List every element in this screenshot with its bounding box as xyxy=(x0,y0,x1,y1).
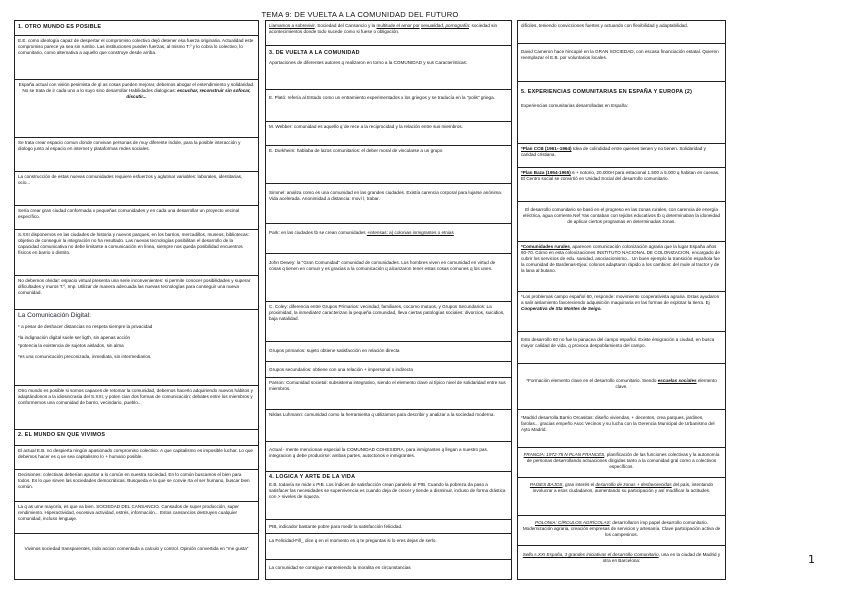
paragraph xyxy=(521,244,722,274)
text-cell xyxy=(265,224,512,254)
paragraph: La Felicidad-Fill_ dice q en el momento en q te preguntas si lo eres dejas de serlo. xyxy=(269,538,437,543)
paragraph: Sería crear gran ciudad conformada x pequeñas comunidades y en cada una desarrollar un proyecto vecinal específico. xyxy=(18,208,240,219)
paragraph: S.XXI disponemos en las ciudades de historia y nuevos parques, en los barrios, mercadillos, museos, bibliotecas: objetivo de conseguir la integración no ha resultado. Las nuevas tecnologías posibilitan el desarrollo de la capacidad comunicativa no debe limitarse a comunicación en línea, siempre nos queda posibilidad encuentros físicos en barrio o distrito. xyxy=(18,232,250,255)
text-cell xyxy=(265,560,512,580)
paragraph: La construcción de estas nuevas comunidades requiere esfuerzos y aglutinar variables: laborales, identitarias, ocio... xyxy=(18,174,243,185)
paragraph: Grupos secundarios: obtiene con una relación + impersonal o indirecta xyxy=(269,367,413,372)
text: , gran interés el xyxy=(562,482,596,487)
text-cell xyxy=(14,446,259,470)
section-heading: 3. DE VUELTA A LA COMUNIDAD xyxy=(269,50,360,56)
paragraph: M. Webber: comunidad es aquello q´de rece a la reciprocidad y la relación entre sus miembros. xyxy=(269,124,463,129)
paragraph xyxy=(521,452,722,470)
column-1 xyxy=(14,20,259,580)
text: elemento clave. xyxy=(615,378,717,389)
text-cell xyxy=(14,172,259,206)
text-cell xyxy=(517,242,726,292)
subheading: La Comunicación Digital: xyxy=(18,312,91,319)
text: : desarrollaron imp papel desarrollo comunitario. Modernización agraria, creación empresas de servicios y artesanía. Clave participación activa de los campesinos. xyxy=(522,520,721,537)
text-cell xyxy=(265,342,512,362)
text: . Sociedad del Cansancio y la xyxy=(314,23,377,28)
text-cell xyxy=(14,36,259,80)
paragraph-text: España actual con visión pesimista de ql as cosas pueden mejorar, debemos abogar el entendimiento y solidaridad. No se trata de ir cada uno a lo suyo sino desarrollar Habilidades dialogicas: xyxy=(18,82,255,93)
text-emphasis: Cooperativa de Sta Montes de Seigo. xyxy=(521,306,602,311)
paragraph xyxy=(521,146,722,158)
text-cell xyxy=(14,276,259,310)
text-cell xyxy=(265,302,512,342)
text-cell xyxy=(14,386,259,430)
text-cell xyxy=(265,362,512,378)
section-2-heading-cell xyxy=(14,430,259,446)
paragraph: Decisiones: colectivas deberían apuntar a lo común en nuestra sociedad. En lo común buscamos el bien para todos. Es lo que sirven las sociedades democráticas. Busqueda e la que se convie rta el ser humano, buscar bien común. xyxy=(18,472,250,489)
text-cell xyxy=(517,202,726,242)
paragraph: David Cameron hace hincapié en la GRAN SOCIEDAD, con escasa financiación estatal. Quieren reemplazar el E.B. por voluntarios locales. xyxy=(521,49,719,60)
paragraph: Parson: Comunidad societal: subsistema integrativo, siendo el elemento clave al típico nivel de solidaridad entre sus miembros. xyxy=(269,380,506,391)
text-cell xyxy=(265,254,512,302)
text-cell xyxy=(517,478,726,516)
text-underlined: *Plan CCB (1961--1964) xyxy=(521,146,572,151)
text-underlined: +intensas: a) colonias inmigrantes o etnias xyxy=(366,230,454,235)
text-cell xyxy=(265,122,512,146)
document-title: TEMA 9: DE VUELTA A LA COMUNIDAD DEL FUTURO xyxy=(261,10,459,19)
text-cell xyxy=(14,470,259,502)
column-2 xyxy=(265,20,512,580)
paragraph: *Madrid desarrolla Barrio Orcasitas: diseño viviendas, + decentes, crea parques, jardines, farolas... gracias empeño Asoc Vecinos y su lucha con la Gerencia Municipal de Urbanismo del Ayto Madrid. xyxy=(521,415,715,432)
paragraph: Niklas Luhmann: comunidad como la herramienta q utilizamos para describir y analizar a la sociedad moderna. xyxy=(269,412,495,417)
paragraph: Experiencias comunitarias desarrolladas en España: xyxy=(521,103,628,108)
section-heading: 1. OTRO MUNDO ES POSIBLE xyxy=(18,24,102,30)
list-item: *potencia la existencia de sujetos aislados, sin alma xyxy=(18,343,124,348)
text-cell xyxy=(14,502,259,534)
text-cell xyxy=(517,546,726,580)
paragraph: El actual E.B. no despierta ningún apasionado compromiso colectivo. A que capitalismo es imposible luchar. Lo que debemos hacer es q ue sea capitalismo lo + humano posible. xyxy=(18,448,253,459)
text-cell xyxy=(14,534,259,580)
paragraph: E. Plató: refería al Estado como un entramiento experimentados x los griegos y se traducía en la "polis" griega. xyxy=(269,95,495,100)
paragraph: La q as ume mayoría, es que va bien. SOCIEDAD DEL CANSANCIO. Cansados de super producción, super rendimiento. Hiperactividad, excesiva actividad, estrés, información... Estos cansancios destruyen cualquier comunidad, incluso lenguaje. xyxy=(18,504,239,521)
text: Park: en las ciudades tb se crean comunidades xyxy=(269,230,367,235)
section-heading: 4. LOGICA Y ARTE DE LA VIDA xyxy=(269,474,356,480)
list-item: *es una comunicación preconizada, inmediata, sin intermediarios. xyxy=(18,354,152,359)
paragraph: John Dewey: la "Gran Comunidad" comunidad de comunidades. Los hombres viven en comunidad en virtud de cosas q tienen en comun y es gracias a la comunicación q alcanzaron tener estas cosas comunes q los unen. xyxy=(269,260,496,271)
paragraph xyxy=(521,482,722,494)
text-underlined: multitude el amor por xyxy=(376,23,420,28)
text-emphasis: Sello s.XXI España, 3 grandes iniciativas el desarrollo Comunitario xyxy=(522,552,659,557)
paragraph: La comunidad se consigue manteniendo la moralita en circunstancias xyxy=(269,565,411,570)
paragraph: E. Durkheim: hablaba de lazos comunitarios: el deber moral de vincularse a un grupo xyxy=(269,148,443,153)
paragraph: difíciles, teniendo convicciones fuertes y actuando con flexibilidad y adaptabilidad. xyxy=(521,23,689,28)
text: Idea de colindidad entre quienes tienen y no tienen. Solidaridad y caridad cristiana. xyxy=(521,146,706,157)
text: 6 + notorio, 20.000H para estacional 1.500 a 5.000 q habitan en cuevas. El Centro social se convirtió en Unidad Social del desarrollo comunitario. xyxy=(521,170,720,181)
paragraph: No debemos olvidar: espacio virtual presenta una serie inconvenientes: si permite conocer posibilidades y superar dificultades y muros T.º, Imp. Utilizar de manera adecuada las nuevas tecnologías para conseguir una nueva comunidad. xyxy=(18,278,251,295)
text: : sociedad sin acontecimientos donde todo sucede como si fuese o obligación. xyxy=(269,23,498,34)
text-cell xyxy=(517,20,726,44)
text-underlined: *Comunidades rurales xyxy=(521,244,570,249)
paragraph xyxy=(269,23,508,35)
list-item: * a pesar de deshacer distancias no respeta siempre la privacidad xyxy=(18,324,153,329)
text-cell xyxy=(14,80,259,138)
text: del país, intentando involucrar a esos ciudadanos, aumentando su participación y así modificar la actitudes. xyxy=(532,482,714,493)
text-cell xyxy=(265,20,512,46)
text-cell xyxy=(265,90,512,122)
text-cell xyxy=(517,332,726,364)
paragraph: Grupos primarios: sujeto obtiene satisfacción en relación directa xyxy=(269,348,400,353)
text-emphasis: PAÍSES BAJOS xyxy=(529,482,563,487)
paragraph xyxy=(521,294,722,312)
paragraph xyxy=(18,82,255,100)
paragraph: Aportaciones de diferentes autores q realizaron en torno a la COMUNIDAD y sus Características: xyxy=(269,60,468,65)
text-cell xyxy=(265,442,512,472)
page-number: 1 xyxy=(808,553,815,566)
section-3-heading-cell xyxy=(265,46,512,90)
column-3 xyxy=(517,20,726,580)
text-emphasis: FRANCIA: 1972-75 N PLAN FRANCÉS xyxy=(523,452,605,457)
text-cell xyxy=(517,44,726,82)
text-cell xyxy=(265,520,512,534)
text-cell xyxy=(517,448,726,478)
digital-communication-cell xyxy=(14,310,259,386)
paragraph xyxy=(521,378,722,390)
paragraph: E.B. todavía se mide x PIB. Los índices de satisfacción crean paralelo al PIB. Cuando la pobreza da paso a satisfacer las necesidades se supervivencia es cuando deja de crecer y tiende a disminuir, incluso de forma drástica con > niveles de riqueza. xyxy=(269,482,506,499)
summary-sheet xyxy=(14,20,726,580)
paragraph: PIB, indicador bastante pobre para medir la satisfacción felicidad. xyxy=(269,524,403,529)
text-underlined: *Plan Baza (1954-1965) xyxy=(521,170,571,175)
paragraph xyxy=(521,552,722,564)
paragraph xyxy=(521,520,722,538)
paragraph: Simmel: analiza como es una comunidad en las grandes ciudades. Existía carencia corporal para lujarse anónima. Vida acelerada. Anonimidad a distancia: moví l, trabar. xyxy=(269,190,503,201)
text-cell xyxy=(14,206,259,230)
text-emphasis: desarrollo de zonas + desfavorecidas xyxy=(595,482,672,487)
list-item: *la indignación digital suele ser ligth, sin apenas acción xyxy=(18,335,131,340)
text-cell xyxy=(517,292,726,332)
text: , planificación de las funciones colectivas y la autonomía de personas desarrollando actuaciones dirigidas tanto a la comunidad gral como a colectivos específicos. xyxy=(526,452,720,469)
section-5-cell xyxy=(517,82,726,144)
paragraph: Actual - mente mencionan especial la COMUNIDAD COHESIDRA, para inmigrantes q llegan a nuestro pas. integracion q debe producirse: ambas partes, autoctonos e inmigrantes. xyxy=(269,447,489,458)
paragraph: Esto desarrollo 60 no fue la panacea del campo español. Existe émigración a ciudad, en busca mayor calidad de vida, q provoca despoblamiento del campo. xyxy=(521,337,715,348)
text-cell xyxy=(14,230,259,276)
text-cell xyxy=(265,146,512,184)
text-cell xyxy=(14,138,259,172)
paragraph: Vivimos sociedad transparentes, todo accion comentada a calculo y control. Opinión convertida en "me gusta" xyxy=(24,546,249,551)
text-emphasis: escuelas sociales xyxy=(657,378,697,383)
text-cell xyxy=(265,378,512,410)
text-cell xyxy=(517,410,726,448)
paragraph: El desarrollo comunitario se basó en el progreso en las zonas rurales, con carencia de energía eléctrica, agua corriente.Nef Yas contaban con tejidos educativos tb q determinaban la idoneidad de aplicar ciertos programas en determinadas zonas. xyxy=(522,207,721,224)
paragraph: Otro mundo es posible si somos capaces de retomar la comunidad, debemos hacerlo adquiriendo nuevos hábitos y adaptándonos a la idiosincrasia del S.XXI, y poten cian dos formas de comunicación: debates entre los miembros y conformemos una comunidad de barrio, vecindario, pueblo... xyxy=(18,388,253,405)
paragraph: E.E. como ideología capaz de despertar el compromiso colectivo dejó detener esa fuerza originaria. Actualidad este compromiso parece ya sea sin rumbo. Las instituciones pueden fuerzas, al mismo T.º y lo cobra lo colectivo, lo comunitario, como alternativa a aquello que construye desde arriba. xyxy=(18,38,254,55)
text: *Formación elemento clave en el desarrollo comunitario. Siendo xyxy=(526,378,658,383)
text-underlined: Llamamos a sobrevivir xyxy=(269,23,315,28)
text-cell xyxy=(265,410,512,442)
text-cell xyxy=(517,364,726,410)
text-cell xyxy=(517,144,726,168)
section-1-heading-cell xyxy=(14,20,259,36)
text-cell xyxy=(517,168,726,202)
text-cell xyxy=(265,184,512,224)
text-emphasis: sexualidad, pornografía xyxy=(420,23,469,28)
text: , aparecen comunicación colonización agraria que la lugar España años 60-70. Cómo en esta colonizaciones INSTITUTO NACIONAL DE COLONIZACION, encargado de cubrir los servicios de edu. sanidad, asociacionismo... Un buen ejemplo la transición española fue la comunidad de Bardenas-Ejea: colonos adaptaron rápido a los cambios: del mule al tractor y de la lana al butano. xyxy=(521,244,720,273)
paragraph: Se trata crear espacio comun donde convivan personas de muy diferente índole, para la posible interacción y diologo junto al espacio en internet y plataformas redes sociales. xyxy=(18,140,241,151)
text-cell xyxy=(265,534,512,560)
text: *Los problemas campo español 60, responde: movimiento cooperativista agraria. Estas ayudaron a salir aislamiento favoreciendo adquisición maquinaria en las formas de explotar la tierra. Ej xyxy=(521,294,720,305)
paragraph-emphasis: escuchar, reconstruir sin sofocar, discutir... xyxy=(126,88,251,99)
paragraph xyxy=(269,230,508,236)
paragraph xyxy=(521,170,722,182)
text-emphasis: POLONIA: CÍRCULOS AGRÍCOLAS xyxy=(535,520,610,525)
section-heading: 2. EL MUNDO EN QUE VIVIMOS xyxy=(18,432,106,438)
paragraph: C. Coley: diferencia entre Grupos Primarios: vecindad, familiares, cocomo mutuos, y Grupos Secundarios: La proximidad, la inmediatez caracterizan la pequeña comunidad, lleva ciertas patologías sociales: divorcios, suicidios, baja natalidad. xyxy=(269,304,505,321)
text-cell xyxy=(517,516,726,546)
section-heading: 5. EXPERIENCIAS COMUNITARIAS EN ESPAÑA Y EUROPA (2) xyxy=(521,89,693,95)
text: , una en la ciudad de Madrid y otra en Barcelona: xyxy=(602,552,721,563)
section-4-cell xyxy=(265,472,512,520)
